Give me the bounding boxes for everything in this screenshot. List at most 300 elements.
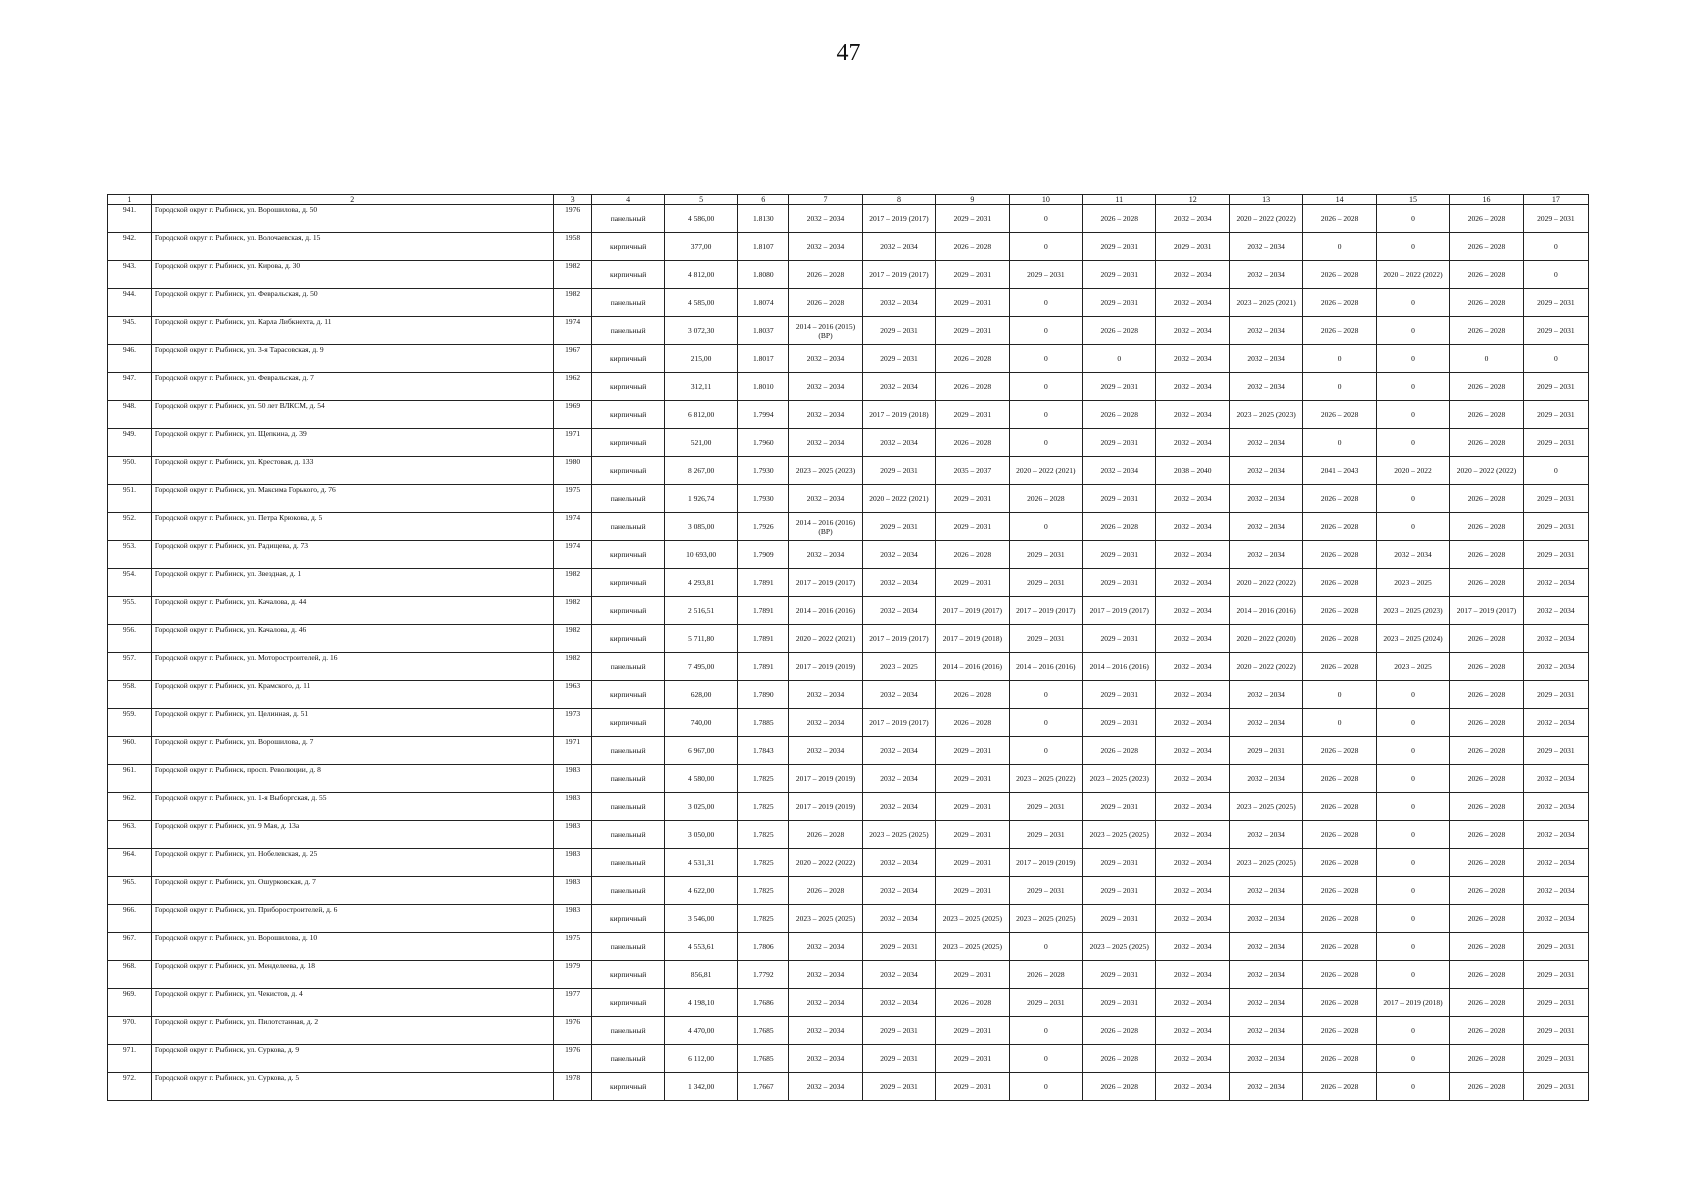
period-c8-cell: 2029 – 2031 bbox=[862, 1073, 935, 1101]
column-number-17: 17 bbox=[1523, 195, 1588, 205]
period-c8-cell: 2032 – 2034 bbox=[862, 569, 935, 597]
period-c7-cell: 2032 – 2034 bbox=[789, 345, 862, 373]
period-c8-cell: 2017 – 2019 (2017) bbox=[862, 261, 935, 289]
period-c9-cell: 2029 – 2031 bbox=[936, 1073, 1009, 1101]
period-c16-cell: 0 bbox=[1450, 345, 1523, 373]
period-c16-cell: 2026 – 2028 bbox=[1450, 821, 1523, 849]
area-cell: 6 967,00 bbox=[664, 737, 737, 765]
period-c9-cell: 2026 – 2028 bbox=[936, 429, 1009, 457]
period-c17-cell: 2032 – 2034 bbox=[1523, 625, 1588, 653]
period-c15-cell: 0 bbox=[1376, 877, 1449, 905]
priority-index-cell: 1.7825 bbox=[738, 905, 789, 933]
period-c9-cell: 2029 – 2031 bbox=[936, 849, 1009, 877]
period-c12-cell: 2038 – 2040 bbox=[1156, 457, 1229, 485]
year-built-cell: 1958 bbox=[553, 233, 592, 261]
period-c10-cell: 2017 – 2019 (2019) bbox=[1009, 849, 1082, 877]
area-cell: 4 470,00 bbox=[664, 1017, 737, 1045]
period-c8-cell: 2032 – 2034 bbox=[862, 541, 935, 569]
period-c14-cell: 0 bbox=[1303, 233, 1376, 261]
period-c10-cell: 0 bbox=[1009, 933, 1082, 961]
row-number-cell: 954. bbox=[108, 569, 152, 597]
period-c12-cell: 2032 – 2034 bbox=[1156, 961, 1229, 989]
address-cell: Городской округ г. Рыбинск, ул. Петра Крюкова, д. 5 bbox=[151, 513, 553, 541]
period-c8-cell: 2032 – 2034 bbox=[862, 373, 935, 401]
address-cell: Городской округ г. Рыбинск, ул. 1-я Выборгская, д. 55 bbox=[151, 793, 553, 821]
period-c9-cell: 2029 – 2031 bbox=[936, 513, 1009, 541]
address-cell: Городской округ г. Рыбинск, просп. Революции, д. 8 bbox=[151, 765, 553, 793]
year-built-cell: 1982 bbox=[553, 653, 592, 681]
housing-register-table bbox=[107, 194, 1589, 1101]
address-cell: Городской округ г. Рыбинск, ул. Моторостроителей, д. 16 bbox=[151, 653, 553, 681]
row-number-cell: 948. bbox=[108, 401, 152, 429]
period-c13-cell: 2020 – 2022 (2022) bbox=[1229, 205, 1302, 233]
period-c10-cell: 2029 – 2031 bbox=[1009, 541, 1082, 569]
period-c15-cell: 0 bbox=[1376, 793, 1449, 821]
period-c10-cell: 0 bbox=[1009, 401, 1082, 429]
period-c13-cell: 2032 – 2034 bbox=[1229, 261, 1302, 289]
period-c17-cell: 2029 – 2031 bbox=[1523, 681, 1588, 709]
period-c7-cell: 2026 – 2028 bbox=[789, 877, 862, 905]
area-cell: 628,00 bbox=[664, 681, 737, 709]
period-c14-cell: 2026 – 2028 bbox=[1303, 933, 1376, 961]
period-c14-cell: 2026 – 2028 bbox=[1303, 793, 1376, 821]
wall-material-cell: панельный bbox=[592, 737, 664, 765]
period-c16-cell: 2026 – 2028 bbox=[1450, 261, 1523, 289]
row-number-cell: 941. bbox=[108, 205, 152, 233]
address-cell: Городской округ г. Рыбинск, ул. Крестовая, д. 133 bbox=[151, 457, 553, 485]
period-c9-cell: 2023 – 2025 (2025) bbox=[936, 905, 1009, 933]
period-c12-cell: 2032 – 2034 bbox=[1156, 625, 1229, 653]
area-cell: 377,00 bbox=[664, 233, 737, 261]
period-c16-cell: 2026 – 2028 bbox=[1450, 877, 1523, 905]
row-number-cell: 951. bbox=[108, 485, 152, 513]
address-cell: Городской округ г. Рыбинск, ул. Карла Либкнехта, д. 11 bbox=[151, 317, 553, 345]
column-number-9: 9 bbox=[936, 195, 1009, 205]
priority-index-cell: 1.7960 bbox=[738, 429, 789, 457]
period-c13-cell: 2032 – 2034 bbox=[1229, 429, 1302, 457]
period-c10-cell: 0 bbox=[1009, 513, 1082, 541]
year-built-cell: 1979 bbox=[553, 961, 592, 989]
period-c15-cell: 0 bbox=[1376, 485, 1449, 513]
year-built-cell: 1975 bbox=[553, 933, 592, 961]
row-number-cell: 964. bbox=[108, 849, 152, 877]
row-number-cell: 965. bbox=[108, 877, 152, 905]
priority-index-cell: 1.7930 bbox=[738, 485, 789, 513]
year-built-cell: 1975 bbox=[553, 485, 592, 513]
row-number-cell: 967. bbox=[108, 933, 152, 961]
address-cell: Городской округ г. Рыбинск, ул. Максима Горького, д. 76 bbox=[151, 485, 553, 513]
period-c15-cell: 0 bbox=[1376, 289, 1449, 317]
priority-index-cell: 1.7891 bbox=[738, 569, 789, 597]
priority-index-cell: 1.7891 bbox=[738, 625, 789, 653]
period-c7-cell: 2032 – 2034 bbox=[789, 541, 862, 569]
priority-index-cell: 1.8017 bbox=[738, 345, 789, 373]
wall-material-cell: кирпичный bbox=[592, 429, 664, 457]
period-c17-cell: 2032 – 2034 bbox=[1523, 653, 1588, 681]
area-cell: 1 342,00 bbox=[664, 1073, 737, 1101]
row-number-cell: 945. bbox=[108, 317, 152, 345]
period-c13-cell: 2023 – 2025 (2021) bbox=[1229, 289, 1302, 317]
priority-index-cell: 1.7685 bbox=[738, 1045, 789, 1073]
row-number-cell: 962. bbox=[108, 793, 152, 821]
period-c12-cell: 2032 – 2034 bbox=[1156, 289, 1229, 317]
period-c12-cell: 2032 – 2034 bbox=[1156, 877, 1229, 905]
period-c16-cell: 2026 – 2028 bbox=[1450, 373, 1523, 401]
period-c8-cell: 2032 – 2034 bbox=[862, 233, 935, 261]
year-built-cell: 1983 bbox=[553, 877, 592, 905]
period-c17-cell: 0 bbox=[1523, 345, 1588, 373]
period-c16-cell: 2026 – 2028 bbox=[1450, 317, 1523, 345]
area-cell: 4 553,61 bbox=[664, 933, 737, 961]
period-c11-cell: 2023 – 2025 (2025) bbox=[1083, 933, 1156, 961]
period-c7-cell: 2026 – 2028 bbox=[789, 821, 862, 849]
period-c9-cell: 2029 – 2031 bbox=[936, 821, 1009, 849]
column-number-10: 10 bbox=[1009, 195, 1082, 205]
table-row bbox=[108, 905, 1589, 933]
period-c17-cell: 2029 – 2031 bbox=[1523, 1017, 1588, 1045]
table-row bbox=[108, 653, 1589, 681]
table-row bbox=[108, 541, 1589, 569]
period-c16-cell: 2026 – 2028 bbox=[1450, 1045, 1523, 1073]
column-number-row bbox=[108, 195, 1589, 205]
table-row bbox=[108, 317, 1589, 345]
priority-index-cell: 1.7891 bbox=[738, 653, 789, 681]
year-built-cell: 1982 bbox=[553, 569, 592, 597]
period-c12-cell: 2029 – 2031 bbox=[1156, 233, 1229, 261]
table-row bbox=[108, 793, 1589, 821]
year-built-cell: 1978 bbox=[553, 1073, 592, 1101]
period-c11-cell: 2029 – 2031 bbox=[1083, 877, 1156, 905]
period-c17-cell: 2029 – 2031 bbox=[1523, 1045, 1588, 1073]
area-cell: 856,81 bbox=[664, 961, 737, 989]
table-row bbox=[108, 373, 1589, 401]
priority-index-cell: 1.7890 bbox=[738, 681, 789, 709]
period-c16-cell: 2026 – 2028 bbox=[1450, 1017, 1523, 1045]
address-cell: Городской округ г. Рыбинск, ул. Звездная, д. 1 bbox=[151, 569, 553, 597]
period-c8-cell: 2032 – 2034 bbox=[862, 429, 935, 457]
period-c8-cell: 2032 – 2034 bbox=[862, 849, 935, 877]
period-c10-cell: 0 bbox=[1009, 429, 1082, 457]
period-c14-cell: 0 bbox=[1303, 681, 1376, 709]
period-c15-cell: 2023 – 2025 bbox=[1376, 653, 1449, 681]
period-c8-cell: 2032 – 2034 bbox=[862, 989, 935, 1017]
period-c17-cell: 2032 – 2034 bbox=[1523, 709, 1588, 737]
address-cell: Городской округ г. Рыбинск, ул. Суркова, д. 5 bbox=[151, 1073, 553, 1101]
period-c17-cell: 2029 – 2031 bbox=[1523, 1073, 1588, 1101]
period-c14-cell: 2026 – 2028 bbox=[1303, 317, 1376, 345]
row-number-cell: 963. bbox=[108, 821, 152, 849]
address-cell: Городской округ г. Рыбинск, ул. 50 лет ВЛКСМ, д. 54 bbox=[151, 401, 553, 429]
row-number-cell: 970. bbox=[108, 1017, 152, 1045]
period-c9-cell: 2026 – 2028 bbox=[936, 709, 1009, 737]
address-cell: Городской округ г. Рыбинск, ул. Волочаевская, д. 15 bbox=[151, 233, 553, 261]
address-cell: Городской округ г. Рыбинск, ул. Февральская, д. 50 bbox=[151, 289, 553, 317]
period-c9-cell: 2029 – 2031 bbox=[936, 485, 1009, 513]
table-row bbox=[108, 961, 1589, 989]
period-c7-cell: 2014 – 2016 (2016) (ВР) bbox=[789, 513, 862, 541]
row-number-cell: 958. bbox=[108, 681, 152, 709]
period-c9-cell: 2029 – 2031 bbox=[936, 1045, 1009, 1073]
wall-material-cell: панельный bbox=[592, 485, 664, 513]
period-c17-cell: 2029 – 2031 bbox=[1523, 429, 1588, 457]
row-number-cell: 952. bbox=[108, 513, 152, 541]
table-row bbox=[108, 345, 1589, 373]
period-c15-cell: 0 bbox=[1376, 233, 1449, 261]
area-cell: 3 050,00 bbox=[664, 821, 737, 849]
period-c15-cell: 0 bbox=[1376, 401, 1449, 429]
period-c7-cell: 2032 – 2034 bbox=[789, 205, 862, 233]
period-c7-cell: 2020 – 2022 (2021) bbox=[789, 625, 862, 653]
wall-material-cell: кирпичный bbox=[592, 709, 664, 737]
column-number-7: 7 bbox=[789, 195, 862, 205]
row-number-cell: 972. bbox=[108, 1073, 152, 1101]
period-c10-cell: 2026 – 2028 bbox=[1009, 485, 1082, 513]
row-number-cell: 961. bbox=[108, 765, 152, 793]
period-c17-cell: 0 bbox=[1523, 233, 1588, 261]
period-c9-cell: 2026 – 2028 bbox=[936, 373, 1009, 401]
period-c12-cell: 2032 – 2034 bbox=[1156, 1045, 1229, 1073]
period-c11-cell: 2029 – 2031 bbox=[1083, 569, 1156, 597]
period-c12-cell: 2032 – 2034 bbox=[1156, 1073, 1229, 1101]
priority-index-cell: 1.7825 bbox=[738, 821, 789, 849]
year-built-cell: 1976 bbox=[553, 1017, 592, 1045]
period-c15-cell: 0 bbox=[1376, 737, 1449, 765]
period-c7-cell: 2032 – 2034 bbox=[789, 737, 862, 765]
period-c10-cell: 2029 – 2031 bbox=[1009, 793, 1082, 821]
period-c14-cell: 2026 – 2028 bbox=[1303, 653, 1376, 681]
wall-material-cell: панельный bbox=[592, 289, 664, 317]
period-c9-cell: 2029 – 2031 bbox=[936, 261, 1009, 289]
period-c11-cell: 2029 – 2031 bbox=[1083, 625, 1156, 653]
area-cell: 1 926,74 bbox=[664, 485, 737, 513]
column-number-11: 11 bbox=[1083, 195, 1156, 205]
table-row bbox=[108, 289, 1589, 317]
period-c14-cell: 2026 – 2028 bbox=[1303, 765, 1376, 793]
period-c9-cell: 2017 – 2019 (2018) bbox=[936, 625, 1009, 653]
period-c17-cell: 2032 – 2034 bbox=[1523, 569, 1588, 597]
table-row bbox=[108, 1017, 1589, 1045]
period-c17-cell: 2032 – 2034 bbox=[1523, 765, 1588, 793]
row-number-cell: 956. bbox=[108, 625, 152, 653]
period-c13-cell: 2032 – 2034 bbox=[1229, 513, 1302, 541]
year-built-cell: 1982 bbox=[553, 289, 592, 317]
period-c7-cell: 2032 – 2034 bbox=[789, 681, 862, 709]
period-c10-cell: 0 bbox=[1009, 709, 1082, 737]
row-number-cell: 960. bbox=[108, 737, 152, 765]
area-cell: 6 812,00 bbox=[664, 401, 737, 429]
address-cell: Городской округ г. Рыбинск, ул. Целинная, д. 51 bbox=[151, 709, 553, 737]
table-row bbox=[108, 989, 1589, 1017]
period-c9-cell: 2026 – 2028 bbox=[936, 681, 1009, 709]
year-built-cell: 1976 bbox=[553, 1045, 592, 1073]
period-c14-cell: 2026 – 2028 bbox=[1303, 485, 1376, 513]
priority-index-cell: 1.7930 bbox=[738, 457, 789, 485]
period-c7-cell: 2017 – 2019 (2019) bbox=[789, 765, 862, 793]
wall-material-cell: кирпичный bbox=[592, 681, 664, 709]
period-c12-cell: 2032 – 2034 bbox=[1156, 793, 1229, 821]
period-c7-cell: 2017 – 2019 (2019) bbox=[789, 653, 862, 681]
priority-index-cell: 1.7685 bbox=[738, 1017, 789, 1045]
table-row bbox=[108, 709, 1589, 737]
period-c17-cell: 2032 – 2034 bbox=[1523, 821, 1588, 849]
period-c17-cell: 2029 – 2031 bbox=[1523, 513, 1588, 541]
period-c13-cell: 2014 – 2016 (2016) bbox=[1229, 597, 1302, 625]
area-cell: 8 267,00 bbox=[664, 457, 737, 485]
period-c9-cell: 2026 – 2028 bbox=[936, 541, 1009, 569]
period-c13-cell: 2032 – 2034 bbox=[1229, 317, 1302, 345]
period-c11-cell: 2026 – 2028 bbox=[1083, 1073, 1156, 1101]
period-c9-cell: 2029 – 2031 bbox=[936, 289, 1009, 317]
period-c9-cell: 2014 – 2016 (2016) bbox=[936, 653, 1009, 681]
period-c9-cell: 2029 – 2031 bbox=[936, 737, 1009, 765]
period-c16-cell: 2026 – 2028 bbox=[1450, 989, 1523, 1017]
period-c9-cell: 2029 – 2031 bbox=[936, 317, 1009, 345]
address-cell: Городской округ г. Рыбинск, ул. Чекистов, д. 4 bbox=[151, 989, 553, 1017]
period-c7-cell: 2017 – 2019 (2019) bbox=[789, 793, 862, 821]
year-built-cell: 1971 bbox=[553, 737, 592, 765]
row-number-cell: 942. bbox=[108, 233, 152, 261]
period-c14-cell: 2026 – 2028 bbox=[1303, 625, 1376, 653]
period-c15-cell: 2023 – 2025 (2024) bbox=[1376, 625, 1449, 653]
address-cell: Городской округ г. Рыбинск, ул. Пилотстанная, д. 2 bbox=[151, 1017, 553, 1045]
address-cell: Городской округ г. Рыбинск, ул. Щепкина, д. 39 bbox=[151, 429, 553, 457]
period-c10-cell: 2029 – 2031 bbox=[1009, 821, 1082, 849]
address-cell: Городской округ г. Рыбинск, ул. Крамского, д. 11 bbox=[151, 681, 553, 709]
address-cell: Городской округ г. Рыбинск, ул. Качалова, д. 44 bbox=[151, 597, 553, 625]
column-number-15: 15 bbox=[1376, 195, 1449, 205]
wall-material-cell: кирпичный bbox=[592, 345, 664, 373]
address-cell: Городской округ г. Рыбинск, ул. Радищева, д. 73 bbox=[151, 541, 553, 569]
wall-material-cell: кирпичный bbox=[592, 905, 664, 933]
wall-material-cell: панельный bbox=[592, 653, 664, 681]
column-number-13: 13 bbox=[1229, 195, 1302, 205]
period-c16-cell: 2026 – 2028 bbox=[1450, 485, 1523, 513]
period-c17-cell: 2029 – 2031 bbox=[1523, 485, 1588, 513]
period-c11-cell: 2032 – 2034 bbox=[1083, 457, 1156, 485]
period-c7-cell: 2026 – 2028 bbox=[789, 289, 862, 317]
priority-index-cell: 1.7825 bbox=[738, 765, 789, 793]
period-c16-cell: 2020 – 2022 (2022) bbox=[1450, 457, 1523, 485]
period-c11-cell: 2026 – 2028 bbox=[1083, 1045, 1156, 1073]
period-c15-cell: 0 bbox=[1376, 933, 1449, 961]
period-c10-cell: 2029 – 2031 bbox=[1009, 569, 1082, 597]
column-number-5: 5 bbox=[664, 195, 737, 205]
period-c7-cell: 2032 – 2034 bbox=[789, 1017, 862, 1045]
priority-index-cell: 1.7806 bbox=[738, 933, 789, 961]
priority-index-cell: 1.7825 bbox=[738, 877, 789, 905]
period-c8-cell: 2017 – 2019 (2017) bbox=[862, 709, 935, 737]
row-number-cell: 946. bbox=[108, 345, 152, 373]
table-body bbox=[108, 195, 1589, 1101]
period-c14-cell: 2026 – 2028 bbox=[1303, 905, 1376, 933]
year-built-cell: 1983 bbox=[553, 905, 592, 933]
period-c9-cell: 2026 – 2028 bbox=[936, 989, 1009, 1017]
period-c12-cell: 2032 – 2034 bbox=[1156, 681, 1229, 709]
row-number-cell: 971. bbox=[108, 1045, 152, 1073]
period-c8-cell: 2029 – 2031 bbox=[862, 933, 935, 961]
period-c17-cell: 0 bbox=[1523, 457, 1588, 485]
period-c13-cell: 2032 – 2034 bbox=[1229, 457, 1302, 485]
table-row bbox=[108, 849, 1589, 877]
area-cell: 10 693,00 bbox=[664, 541, 737, 569]
wall-material-cell: кирпичный bbox=[592, 597, 664, 625]
wall-material-cell: кирпичный bbox=[592, 625, 664, 653]
period-c7-cell: 2032 – 2034 bbox=[789, 933, 862, 961]
period-c11-cell: 2026 – 2028 bbox=[1083, 513, 1156, 541]
column-number-6: 6 bbox=[738, 195, 789, 205]
period-c8-cell: 2032 – 2034 bbox=[862, 905, 935, 933]
period-c11-cell: 2026 – 2028 bbox=[1083, 205, 1156, 233]
period-c11-cell: 2029 – 2031 bbox=[1083, 849, 1156, 877]
area-cell: 3 085,00 bbox=[664, 513, 737, 541]
priority-index-cell: 1.7909 bbox=[738, 541, 789, 569]
period-c9-cell: 2035 – 2037 bbox=[936, 457, 1009, 485]
period-c8-cell: 2032 – 2034 bbox=[862, 793, 935, 821]
period-c17-cell: 2029 – 2031 bbox=[1523, 289, 1588, 317]
period-c10-cell: 0 bbox=[1009, 317, 1082, 345]
period-c8-cell: 2017 – 2019 (2018) bbox=[862, 401, 935, 429]
period-c7-cell: 2032 – 2034 bbox=[789, 373, 862, 401]
period-c11-cell: 2029 – 2031 bbox=[1083, 793, 1156, 821]
priority-index-cell: 1.7825 bbox=[738, 793, 789, 821]
period-c16-cell: 2026 – 2028 bbox=[1450, 541, 1523, 569]
period-c7-cell: 2017 – 2019 (2017) bbox=[789, 569, 862, 597]
area-cell: 3 546,00 bbox=[664, 905, 737, 933]
area-cell: 4 622,00 bbox=[664, 877, 737, 905]
period-c10-cell: 0 bbox=[1009, 205, 1082, 233]
period-c14-cell: 2026 – 2028 bbox=[1303, 569, 1376, 597]
period-c9-cell: 2029 – 2031 bbox=[936, 793, 1009, 821]
year-built-cell: 1969 bbox=[553, 401, 592, 429]
address-cell: Городской округ г. Рыбинск, ул. Ошурковская, д. 7 bbox=[151, 877, 553, 905]
row-number-cell: 953. bbox=[108, 541, 152, 569]
area-cell: 3 072,30 bbox=[664, 317, 737, 345]
period-c14-cell: 2026 – 2028 bbox=[1303, 289, 1376, 317]
period-c8-cell: 2020 – 2022 (2021) bbox=[862, 485, 935, 513]
period-c15-cell: 0 bbox=[1376, 205, 1449, 233]
period-c12-cell: 2032 – 2034 bbox=[1156, 933, 1229, 961]
table-row bbox=[108, 429, 1589, 457]
period-c7-cell: 2032 – 2034 bbox=[789, 429, 862, 457]
period-c13-cell: 2032 – 2034 bbox=[1229, 345, 1302, 373]
column-number-4: 4 bbox=[592, 195, 664, 205]
period-c15-cell: 2023 – 2025 bbox=[1376, 569, 1449, 597]
period-c14-cell: 2026 – 2028 bbox=[1303, 821, 1376, 849]
period-c16-cell: 2026 – 2028 bbox=[1450, 849, 1523, 877]
period-c8-cell: 2032 – 2034 bbox=[862, 961, 935, 989]
address-cell: Городской округ г. Рыбинск, ул. Ворошилова, д. 50 bbox=[151, 205, 553, 233]
period-c9-cell: 2026 – 2028 bbox=[936, 345, 1009, 373]
column-number-16: 16 bbox=[1450, 195, 1523, 205]
priority-index-cell: 1.7994 bbox=[738, 401, 789, 429]
period-c10-cell: 0 bbox=[1009, 345, 1082, 373]
period-c8-cell: 2023 – 2025 (2025) bbox=[862, 821, 935, 849]
year-built-cell: 1982 bbox=[553, 625, 592, 653]
priority-index-cell: 1.8107 bbox=[738, 233, 789, 261]
period-c15-cell: 0 bbox=[1376, 513, 1449, 541]
period-c15-cell: 0 bbox=[1376, 1017, 1449, 1045]
period-c10-cell: 2029 – 2031 bbox=[1009, 625, 1082, 653]
wall-material-cell: кирпичный bbox=[592, 373, 664, 401]
area-cell: 4 198,10 bbox=[664, 989, 737, 1017]
period-c11-cell: 2014 – 2016 (2016) bbox=[1083, 653, 1156, 681]
period-c8-cell: 2032 – 2034 bbox=[862, 737, 935, 765]
wall-material-cell: кирпичный bbox=[592, 569, 664, 597]
period-c14-cell: 2026 – 2028 bbox=[1303, 597, 1376, 625]
column-number-1: 1 bbox=[108, 195, 152, 205]
row-number-cell: 969. bbox=[108, 989, 152, 1017]
priority-index-cell: 1.8010 bbox=[738, 373, 789, 401]
